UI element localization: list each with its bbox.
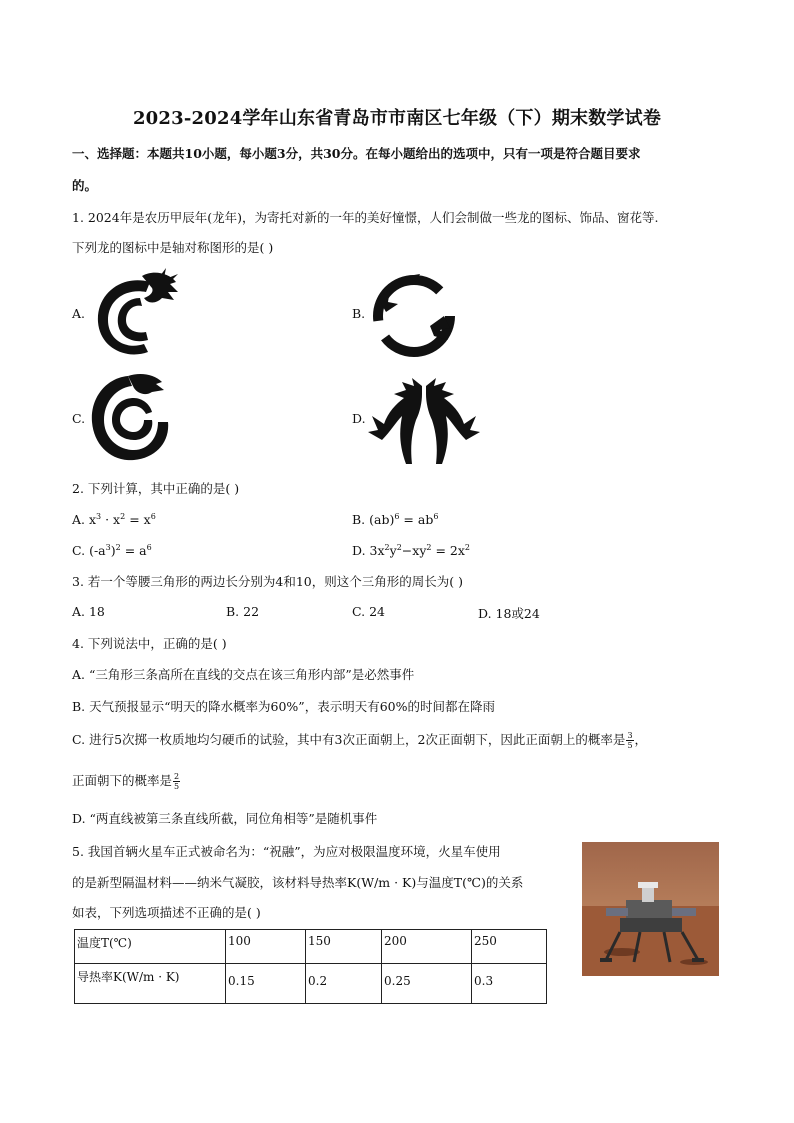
table-cell: 0.3 [472,964,547,1004]
q5-data-table [74,929,547,1004]
fraction: $\frac{2}{5}$ [174,772,180,791]
q3-option-b: B. 22 [226,604,260,619]
section-instructions-line1: 一、选择题：本题共10小题，每小题3分，共30分。在每小题给出的选项中，只有一项是符合题目要求 [72,146,641,161]
q2-option-a: A. $x^3 \cdot x^2 = x^6$ [72,511,156,527]
q2-option-c: C. $(-a^3)^2 = a^6$ [72,542,152,558]
q5-stem-line1: 5. 我国首辆火星车正式被命名为：“祝融”，为应对极限温度环境，火星车使用 [72,844,501,859]
table-row [75,964,547,1004]
q4-option-a: A. “三角形三条高所在直线的交点在该三角形内部”是必然事件 [72,667,415,682]
q4-option-b: B. 天气预报显示“明天的降水概率为60%”，表示明天有60%的时间都在降雨 [72,699,495,714]
section-instructions-line2: 的。 [72,178,98,193]
q4-option-d: D. “两直线被第三条直线所截，同位角相等”是随机事件 [72,811,378,826]
mars-rover-photo [582,842,719,976]
table-cell: 200 [382,930,472,964]
dragon-icon-c [88,370,172,464]
q2-stem: 2. 下列计算，其中正确的是( ) [72,481,240,496]
q1-stem-line2: 下列龙的图标中是轴对称图形的是( ) [72,240,274,255]
q3-stem: 3. 若一个等腰三角形的两边长分别为4和10，则这个三角形的周长为( ) [72,574,463,589]
table-row [75,930,547,964]
q4-option-c-line2: 正面朝下的概率是 $\frac{2}{5}$ [72,772,180,791]
q3-option-d: D. 18或24 [478,606,540,621]
table-cell: 250 [472,930,547,964]
table-cell: 温度T(℃) [75,930,226,964]
table-cell: 150 [306,930,382,964]
q1-stem-line1: 1. 2024年是农历甲辰年(龙年)，为寄托对新的一年的美好憧憬，人们会制做一些龙的图标、饰品、窗花等. [72,210,659,225]
q1-option-c-label: C. [72,411,86,426]
q1-option-a-label: A. [72,306,86,321]
q3-option-c: C. 24 [352,604,385,619]
q5-stem-line2: 的是新型隔温材料——纳米气凝胶，该材料导热率K(W/m · K)与温度T(℃)的关系 [72,875,524,890]
q4-option-c-line1: C. 进行5次掷一枚质地均匀硬币的试验，其中有3次正面朝上，2次正面朝下，因此正面朝上的概率是 $\frac{3}{5}$ ， [72,731,648,750]
q5-stem-line3: 如表，下列选项描述不正确的是( ) [72,905,261,920]
dragon-icon-a [92,268,182,360]
q2-option-d: D. $3x^2y^2-xy^2 = 2x^2$ [352,542,471,558]
table-cell: 0.2 [306,964,382,1004]
q4-stem: 4. 下列说法中，正确的是( ) [72,636,227,651]
table-cell: 0.25 [382,964,472,1004]
table-cell: 导热率K(W/m · K) [75,964,226,1004]
table-cell: 100 [226,930,306,964]
table-cell: 0.15 [226,964,306,1004]
dragon-icon-d [368,372,480,466]
q2-option-b: B. $(ab)^6 = ab^6$ [352,511,439,527]
page-title: 2023-2024学年山东省青岛市市南区七年级（下）期末数学试卷 [132,108,662,129]
q1-option-d-label: D. [352,411,366,426]
q1-option-b-label: B. [352,306,366,321]
dragon-icon-b [368,268,460,360]
q3-option-a: A. 18 [72,604,105,619]
fraction: $\frac{3}{5}$ [627,731,633,750]
